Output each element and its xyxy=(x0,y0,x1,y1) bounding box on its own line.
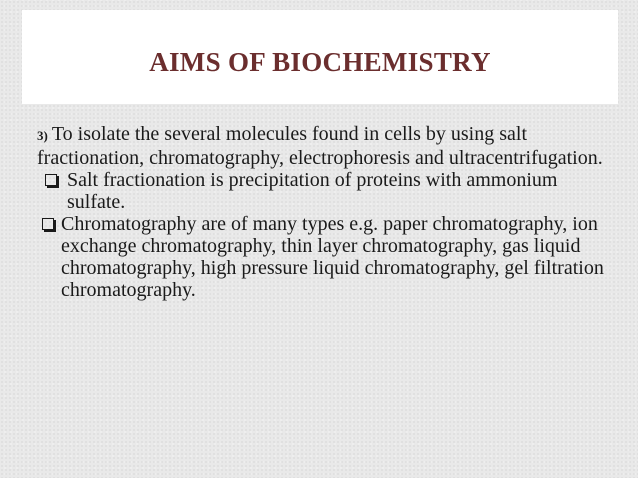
slide-content xyxy=(37,123,617,301)
bullet-item-chromatography xyxy=(41,213,617,301)
bullet-list xyxy=(37,169,617,301)
square-bullet-icon xyxy=(45,174,57,186)
title-box xyxy=(22,10,618,104)
bullet-text: Chromatography are of many types e.g. paper chromatography, ion exchange chromatography, thin layer chromatography, gas liquid chromatography, high pressure liquid chromatography, gel filtration chromatography. xyxy=(61,213,604,301)
bullet-item-salt-fractionation xyxy=(41,169,617,213)
bullet-text: Salt fractionation is precipitation of proteins with ammonium sulfate. xyxy=(67,169,558,213)
point-text: To isolate the several molecules found in cells by using salt fractionation, chromatography, electrophoresis and ultracentrifugation. xyxy=(37,123,603,169)
numbered-point xyxy=(37,123,617,169)
slide-title: AIMS OF BIOCHEMISTRY xyxy=(149,46,491,77)
point-number: 3) xyxy=(37,128,48,143)
square-bullet-icon xyxy=(42,218,54,230)
